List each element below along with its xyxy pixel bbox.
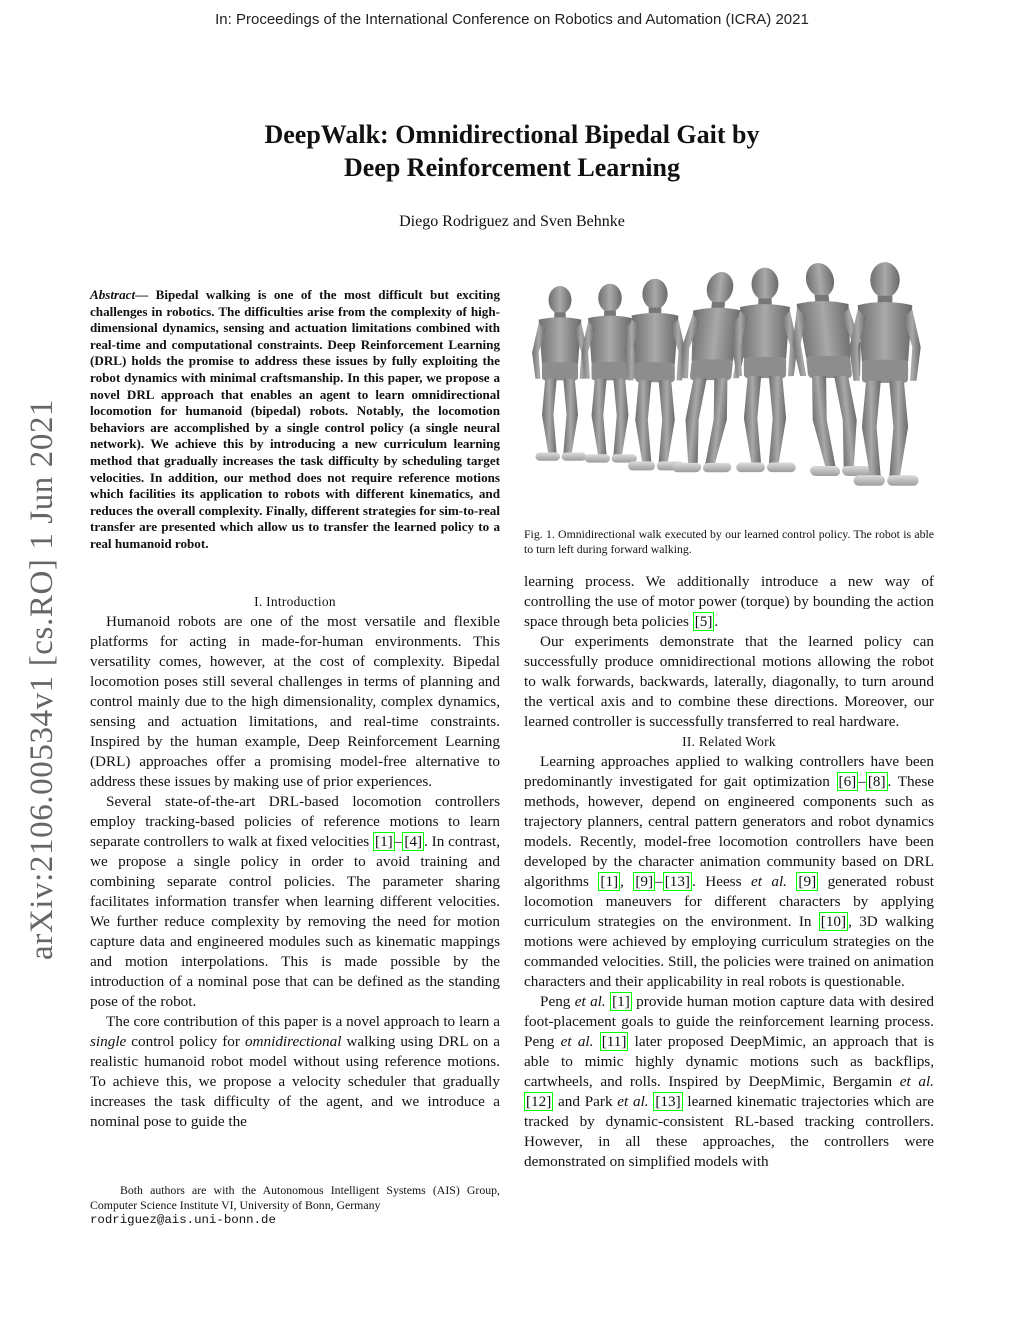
rw-p2-etal-3: et al.	[899, 1073, 934, 1090]
robot-pose-6	[784, 263, 874, 476]
related-work-paragraph-2	[524, 992, 934, 1172]
right-p1-text-a: learning process. We additionally introduce a new way of controlling the use of motor power (torque) by bounding the action space through beta policies	[524, 573, 934, 630]
footnote	[90, 1183, 500, 1228]
abstract-label: Abstract	[90, 287, 136, 302]
section-2-heading: II. Related Work	[682, 734, 776, 749]
intro-paragraph-1: Humanoid robots are one of the most versatile and flexible platforms for acting in made-for-human environments. This versatility comes, however, at the cost of complexity. Bipedal locomotion poses still several challenges in terms of planning and control mainly due to the high dimensionality, complex dynamics, sensing and actuation limitations, and real-time constraints. Inspired by the human example, Deep Reinforcement Learning (DRL) approaches offer a promising model-free alternative to address these issues by making use of prior experiences.	[90, 613, 500, 790]
citation-link[interactable]: [9]	[798, 873, 817, 890]
paper-title	[112, 118, 912, 184]
citation-link[interactable]: [6]	[838, 773, 857, 790]
robot-pose-5	[732, 268, 797, 472]
intro-p3-omni: omnidirectional	[244, 1033, 342, 1050]
abstract	[90, 287, 500, 553]
citation-link[interactable]: [1]	[612, 993, 630, 1010]
rw-p2-text-d: and Park	[553, 1093, 618, 1110]
title-line-2: Deep Reinforcement Learning	[343, 153, 680, 182]
title-line-1: DeepWalk: Omnidirectional Bipedal Gait by	[264, 120, 760, 149]
intro-p2-text-b: . In contrast, we propose a single policy in order to avoid training and combining separate control policies. The parameter sharing facilitates information transfer when learning different velocities. We further reduce complexity by removing the need for motion capture data and engineered modules such as kinematic mappings and motion interpolations. This is made possible by the introduction of a nominal pose that can be defined as the standing pose of the robot.	[90, 833, 500, 1010]
citation-link[interactable]: [5]	[694, 613, 713, 630]
rw-p1-text-c: . Heess	[692, 873, 751, 890]
citation-link[interactable]: [12]	[526, 1093, 552, 1110]
robot-sequence-image	[520, 258, 932, 520]
figure-1-caption: Fig. 1. Omnidirectional walk executed by our learned control policy. The robot is able to turn left during forward walking.	[524, 527, 934, 556]
left-column-body	[90, 592, 500, 1132]
rw-p2-etal-4: et al.	[617, 1093, 649, 1110]
rw-p2-space-2	[593, 1033, 599, 1050]
abstract-text: — Bipedal walking is one of the most difficult but exciting challenges in robotics. The difficulties arise from the complexity of high-dimensional dynamics, sensing and actuation limitations combined with real-time and computational constraints. Deep Reinforcement Learning (DRL) holds the promise to address these issues by fully exploiting the robot dynamics with minimal craftsmanship. In this paper, we propose a novel DRL approach that enables an agent to learn omnidirectional locomotion for humanoid (bipedal) robots. Notably, the locomotion behaviors are accomplished by a single control policy (a single neural network). We achieve this by introducing a new curriculum learning method that gradually increases the task difficulty by scheduling target velocities. In addition, our method does not require reference motions which facilities its application to robots with different kinematics, and reduces the overall complexity. Finally, different strategies for sim-to-real transfer are presented which allow us to transfer the learned policy to a real humanoid robot.	[90, 287, 500, 551]
related-work-paragraph-1	[524, 752, 934, 992]
citation-link[interactable]: [9]	[635, 873, 654, 890]
authors: Diego Rodriguez and Sven Behnke	[399, 213, 625, 230]
rw-p1-text-b: . These methods, however, depend on engineered components such as trajectory planners, central pattern generators and robot dynamics models. Recently, model-free locomotion controllers have been developed by the character animation community based on DRL algorithms	[524, 773, 934, 890]
citation-link[interactable]: [11]	[601, 1033, 627, 1050]
rw-p2-text-e: learned kinematic trajectories which are tracked by dynamic-consistent RL-based tracking controllers. However, in all these approaches, the controllers were demonstrated on simplified models with	[524, 1093, 934, 1170]
right-paragraph-2: Our experiments demonstrate that the learned policy can successfully produce omnidirectional motions allowing the robot to walk forwards, backwards, laterally, diagonally, to turn around the vertical axis and to combine these directions. Moreover, our learned controller is successfully transferred to real hardware.	[524, 633, 934, 730]
intro-p3-text-c: walking using DRL on a realistic humanoid robot model without using reference motions. To achieve this, we propose a velocity scheduler that gradually increases the task difficulty of the agent, and we introduce a nominal pose to guide the	[90, 1033, 500, 1130]
citation-link[interactable]: [10]	[820, 913, 847, 930]
rw-p1-text-a: Learning approaches applied to walking controllers have been predominantly investigated for gait optimization	[524, 753, 934, 790]
rw-p2-text-a: Peng	[540, 993, 575, 1010]
robot-pose-1	[532, 286, 588, 461]
arxiv-stamp: arXiv:2106.00534v1 [cs.RO] 1 Jun 2021	[24, 398, 60, 960]
citation-link[interactable]: [4]	[404, 833, 423, 850]
intro-p2-dash: –	[394, 833, 403, 850]
rw-dash: –	[858, 773, 866, 790]
citation-link[interactable]: [13]	[664, 873, 690, 890]
intro-p3-text-b: control policy for	[126, 1033, 245, 1050]
rw-p1-text-d: generated robust locomotion maneuvers for different characters by applying curriculum strategies on the environment. In	[524, 873, 935, 930]
intro-paragraph-2	[90, 792, 500, 1012]
rw-etal: et al.	[750, 873, 787, 890]
rw-space	[787, 873, 796, 890]
citation-link[interactable]: [13]	[655, 1093, 681, 1110]
rw-dash-2: –	[655, 873, 663, 890]
rw-p2-etal: et al.	[574, 993, 606, 1010]
footnote-text: Both authors are with the Autonomous Intelligent Systems (AIS) Group, Computer Science Institute VI, University of Bonn, Germany	[90, 1183, 500, 1212]
right-column-body	[524, 572, 934, 1172]
rw-comma: ,	[620, 873, 634, 890]
rw-p2-etal-2: et al.	[560, 1033, 594, 1050]
footnote-email[interactable]: rodriguez@ais.uni-bonn.de	[90, 1213, 276, 1227]
rw-p2-text-c: later proposed DeepMimic, an approach that is able to mimic highly dynamic motions such as backflips, cartwheels, and rolls. Inspired by DeepMimic, Bergamin	[524, 1033, 935, 1090]
citation-link[interactable]: [1]	[375, 833, 393, 850]
citation-link[interactable]: [1]	[600, 873, 619, 890]
intro-p2-text-a: Several state-of-the-art DRL-based locomotion controllers employ tracking-based policies of reference motions to learn separate controllers to walk at fixed velocities	[90, 793, 500, 850]
right-p1-text-b: .	[714, 613, 719, 630]
rw-p1-text-e: , 3D walking motions were achieved by employing curriculum strategies on the commanded velocities. Still, the policies were trained on animation characters and their applicability in real robots is questionable.	[524, 913, 934, 990]
figure-1-robots	[520, 258, 932, 520]
right-paragraph-1	[524, 572, 934, 632]
intro-p3-single: single	[90, 1033, 127, 1050]
conference-header: In: Proceedings of the International Conference on Robotics and Automation (ICRA) 2021	[215, 11, 809, 28]
intro-paragraph-3	[90, 1012, 500, 1132]
section-1-heading: I. Introduction	[254, 594, 336, 609]
intro-p3-text-a: The core contribution of this paper is a novel approach to learn a	[106, 1013, 500, 1030]
citation-link[interactable]: [8]	[867, 773, 886, 790]
rw-p2-text-b: provide human motion capture data with desired foot-placement goals to guide the reinforcement learning process. Peng	[524, 993, 935, 1050]
